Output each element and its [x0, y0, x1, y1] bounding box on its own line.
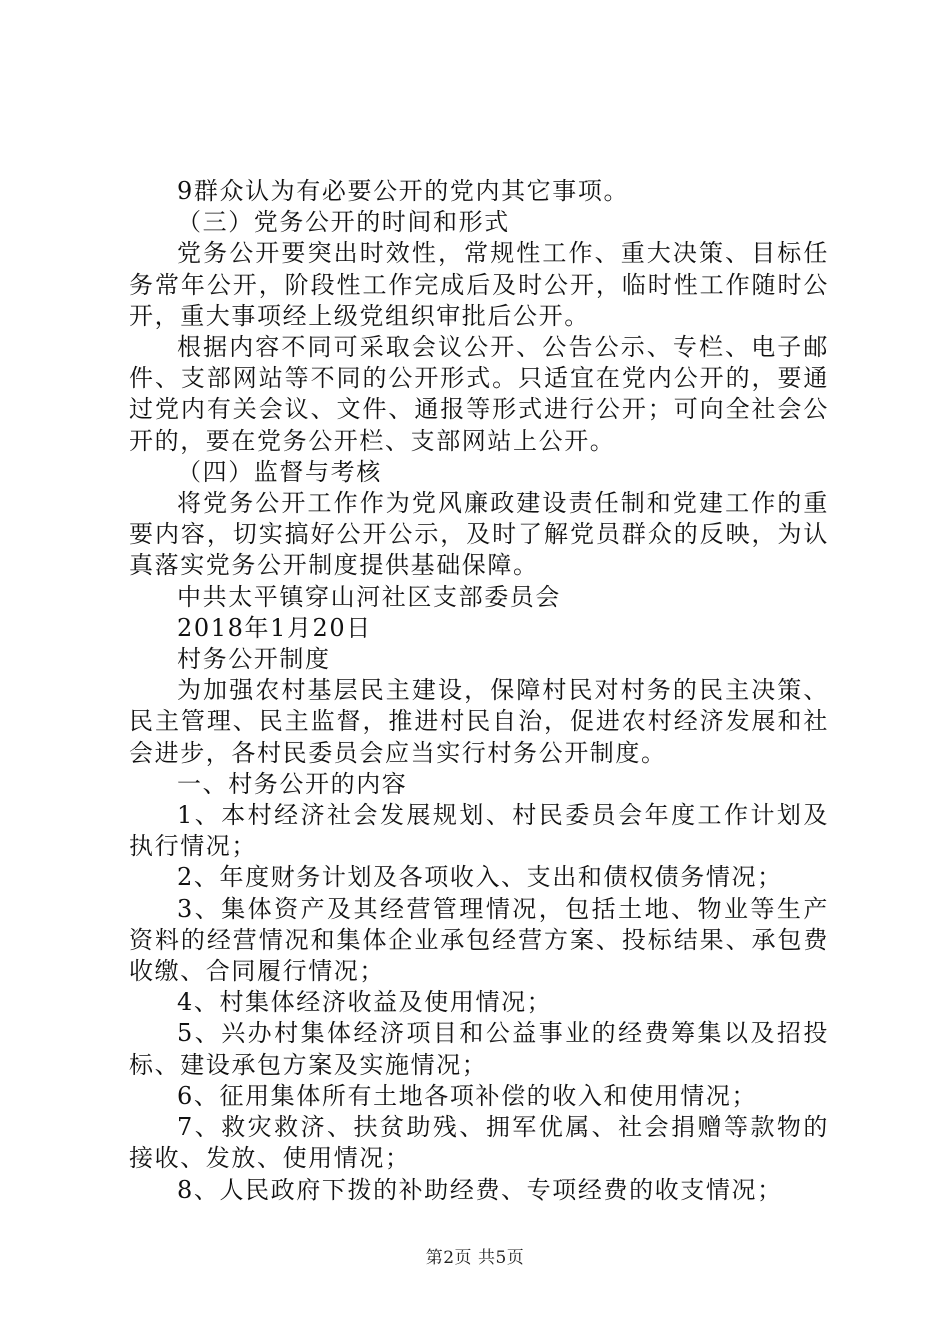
paragraph-forms: 根据内容不同可采取会议公开、公告公示、专栏、电子邮件、支部网站等不同的公开形式。只适宜在党内公开的，要通过党内有关会议、文件、通报等形式进行公开；可向全社会公开的，要在党务公开栏、支部网站上公开。	[129, 333, 829, 455]
list-item-7: 7、救灾救济、扶贫助残、拥军优属、社会捐赠等款物的接收、发放、使用情况；	[129, 1113, 829, 1173]
list-item-1: 1、本村经济社会发展规划、村民委员会年度工作计划及执行情况；	[129, 801, 829, 861]
paragraph-supervision: 将党务公开工作作为党风廉政建设责任制和党建工作的重要内容，切实搞好公开公示，及时了解党员群众的反映，为认真落实党务公开制度提供基础保障。	[129, 489, 829, 580]
document-body	[129, 176, 829, 1206]
list-item-4: 4、村集体经济收益及使用情况；	[177, 988, 553, 1017]
list-item-8: 8、人民政府下拨的补助经费、专项经费的收支情况；	[177, 1175, 783, 1204]
list-item-3: 3、集体资产及其经营管理情况，包括土地、物业等生产资料的经营情况和集体企业承包经营方案、投标结果、承包费收缴、合同履行情况；	[129, 894, 829, 986]
paragraph-timing: 党务公开要突出时效性，常规性工作、重大决策、目标任务常年公开，阶段性工作完成后及时公开，临时性工作随时公开，重大事项经上级党组织审批后公开。	[129, 239, 829, 330]
paragraph-item9: 9群众认为有必要公开的党内其它事项。	[177, 177, 630, 205]
section-heading-content: 一、村务公开的内容	[177, 769, 408, 798]
signature-org: 中共太平镇穿山河社区支部委员会	[177, 582, 561, 611]
document-title-village: 村务公开制度	[177, 645, 331, 674]
page-number-footer: 第2页 共5页	[425, 1248, 525, 1268]
paragraph-intro: 为加强农村基层民主建设，保障村民对村务的民主决策、民主管理、民主监督，推进村民自治，促进农村经济发展和社会进步，各村民委员会应当实行村务公开制度。	[129, 676, 829, 767]
list-item-6: 6、征用集体所有土地各项补偿的收入和使用情况；	[177, 1081, 758, 1110]
list-item-5: 5、兴办村集体经济项目和公益事业的经费筹集以及招投标、建设承包方案及实施情况；	[129, 1019, 829, 1079]
list-item-2: 2、年度财务计划及各项收入、支出和债权债务情况；	[177, 863, 783, 892]
signature-date: 2018年1月20日	[177, 613, 372, 642]
section-heading-3: （三）党务公开的时间和形式	[177, 208, 510, 237]
section-heading-4: （四）监督与考核	[177, 457, 382, 486]
